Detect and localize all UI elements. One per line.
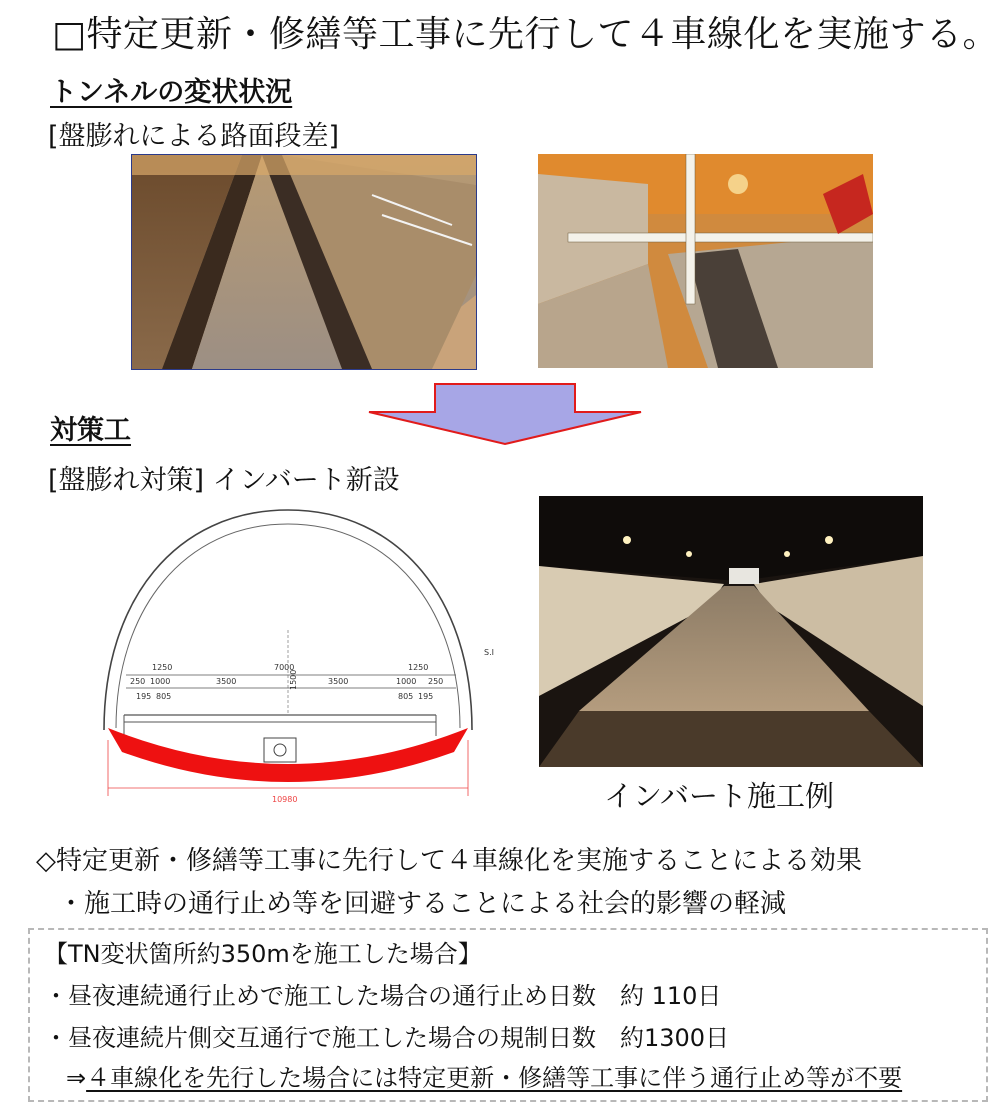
dim-label: 3500 <box>328 677 349 686</box>
section-subheading-invert: [盤膨れ対策] インバート新設 <box>48 465 400 496</box>
section-subheading-road-step: [盤膨れによる路面段差] <box>48 121 340 152</box>
dim-label: 195 <box>418 692 434 701</box>
dim-label-vertical: 1500 <box>289 669 298 690</box>
conclusion-arrow-icon: ⇒ <box>66 1064 87 1092</box>
section-heading-countermeasure: 対策工 <box>50 415 131 446</box>
dim-label: 1250 <box>408 663 429 672</box>
photo-invert-example <box>539 496 923 767</box>
side-label: S.I <box>484 648 494 657</box>
dim-label: 250 <box>428 677 444 686</box>
conclusion-text: ４車線化を先行した場合には特定更新・修繕等工事に伴う通行止め等が不要 <box>86 1064 903 1092</box>
photo-road-step-right-image <box>538 154 873 368</box>
dim-label: 3500 <box>216 677 237 686</box>
dim-label: 1250 <box>152 663 173 672</box>
case-summary-line-alternating: ・昼夜連続片側交互通行で施工した場合の規制日数 約1300日 <box>44 1024 730 1052</box>
page-title: □特定更新・修繕等工事に先行して４車線化を実施する。 <box>52 14 1000 55</box>
tunnel-cross-section-diagram <box>96 500 506 810</box>
dim-label: 805 <box>398 692 414 701</box>
section-heading-deformation: トンネルの変状状況 <box>50 77 293 108</box>
case-summary-line-closure: ・昼夜連続通行止めで施工した場合の通行止め日数 約 110日 <box>44 982 722 1010</box>
effects-bullet: ・施工時の通行止め等を回避することによる社会的影響の軽減 <box>58 889 787 919</box>
effects-heading: ◇特定更新・修繕等工事に先行して４車線化を実施することによる効果 <box>36 846 862 876</box>
down-arrow-icon <box>365 382 645 446</box>
photo-road-step-left <box>131 154 477 370</box>
dim-label: 195 <box>136 692 152 701</box>
dim-label: 805 <box>156 692 172 701</box>
photo-caption-invert: インバート施工例 <box>604 779 834 813</box>
dim-label: 250 <box>130 677 146 686</box>
dim-label-bottom: 10980 <box>272 795 298 804</box>
case-summary-heading: 【TN変状箇所約350mを施工した場合】 <box>44 940 482 968</box>
photo-road-step-left-image <box>132 155 476 369</box>
case-summary-box <box>28 928 988 1102</box>
dim-label: 7000 <box>274 663 295 672</box>
photo-invert-example-image <box>539 496 923 767</box>
dim-label: 1000 <box>396 677 417 686</box>
dim-label: 1000 <box>150 677 171 686</box>
case-summary-conclusion <box>66 1058 902 1093</box>
photo-road-step-right <box>538 154 873 368</box>
